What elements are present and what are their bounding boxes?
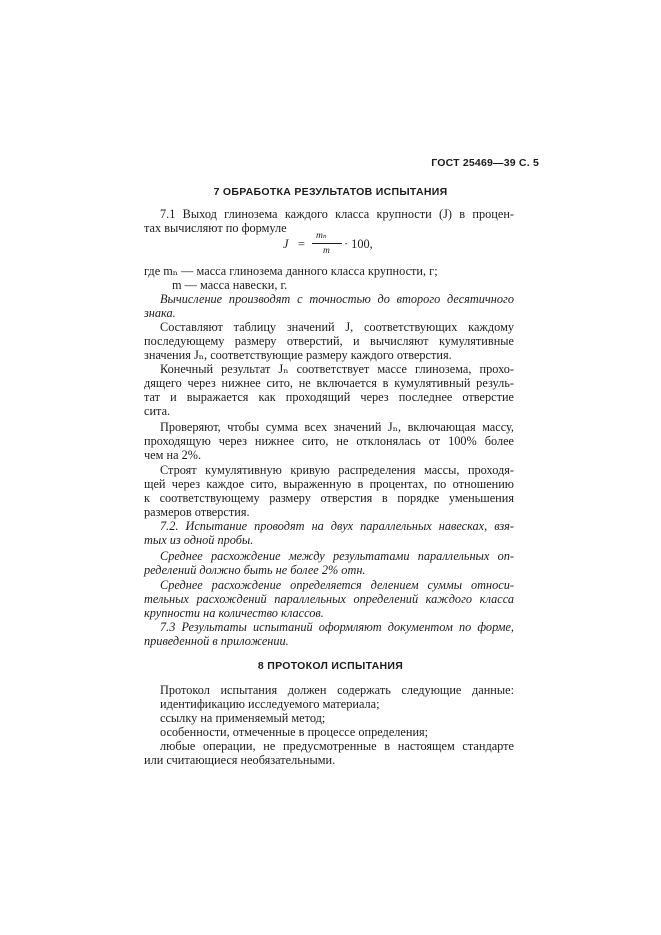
divergence-definition-line-1: Среднее расхождение определяется делением суммы относи- <box>160 578 514 592</box>
protocol-item-4-line-2: или считающиеся необязательными. <box>144 753 336 767</box>
curve-para-line-1: Строят кумулятивную кривую распределения массы, проходя- <box>160 463 514 477</box>
final-result-line-3: тат и выражается как проходящий через последнее отверстие <box>144 390 514 404</box>
formula-fraction-bar <box>312 243 342 244</box>
table-para-line-2: последующему размеру отверстий, и вычисляют кумулятивные <box>144 334 514 348</box>
protocol-item-3: особенности, отмеченные в процессе определения; <box>160 725 429 739</box>
curve-para-line-3: к соответствующему размеру отверстия в порядке уменьшения <box>144 491 514 505</box>
formula-equals: = <box>298 237 305 251</box>
calc-accuracy-line-2: знака. <box>144 306 176 320</box>
protocol-intro: Протокол испытания должен содержать следующие данные: <box>160 683 514 697</box>
protocol-item-1: идентификацию исследуемого материала; <box>160 697 380 711</box>
paragraph-7-3-line-2: приведенной в приложении. <box>144 634 289 648</box>
curve-para-line-4: размеров отверстия. <box>144 505 250 519</box>
table-para-line-1: Составляют таблицу значений J, соответствующих каждому <box>160 320 514 334</box>
check-sum-line-3: чем на 2%. <box>144 448 202 462</box>
final-result-line-1: Конечный результат Jₙ соответствует массе глинозема, прохо- <box>160 362 514 376</box>
formula-numerator: mₙ <box>316 231 327 241</box>
formula-multiplier: · 100, <box>344 237 373 251</box>
where-line-1: где mₙ — масса глинозема данного класса крупности, г; <box>144 264 438 278</box>
paragraph-7-2-line-1: 7.2. Испытание проводят на двух параллельных навесках, взя- <box>160 519 514 533</box>
formula-lhs: J <box>283 237 289 251</box>
protocol-item-2: ссылку на применяемый метод; <box>160 711 326 725</box>
page-header-code: ГОСТ 25469—39 С. 5 <box>431 157 539 169</box>
section-7-title: 7 ОБРАБОТКА РЕЗУЛЬТАТОВ ИСПЫТАНИЯ <box>213 186 448 198</box>
mean-divergence-line-2: ределений должно быть не более 2% отн. <box>144 563 366 577</box>
check-sum-line-2: проходящую через нижнее сито, не отклонялась от 100% более <box>144 434 514 448</box>
formula-denominator: m <box>323 246 330 256</box>
paragraph-7-2-line-2: тых из одной пробы. <box>144 533 254 547</box>
mean-divergence-line-1: Среднее расхождение между результатами параллельных оп- <box>160 549 514 563</box>
curve-para-line-2: щей через каждое сито, выраженную в процентах, по отношению <box>144 477 514 491</box>
where-line-2: m — масса навески, г. <box>172 278 288 292</box>
yield-formula <box>0 230 661 262</box>
paragraph-7-1-line-2: тах вычисляют по формуле <box>144 221 287 235</box>
section-8-title: 8 ПРОТОКОЛ ИСПЫТАНИЯ <box>257 660 404 672</box>
calc-accuracy-line-1: Вычисление производят с точностью до второго десятичного <box>160 292 514 306</box>
final-result-line-2: дящего через нижнее сито, не включается в кумулятивный резуль- <box>144 376 514 390</box>
check-sum-line-1: Проверяют, чтобы сумма всех значений Jₙ, включающая массу, <box>160 420 514 434</box>
divergence-definition-line-2: тельных расхождений параллельных определений каждого класса <box>144 592 514 606</box>
final-result-line-4: сита. <box>144 404 171 418</box>
paragraph-7-3-line-1: 7.3 Результаты испытаний оформляют документом по форме, <box>160 620 514 634</box>
protocol-item-4-line-1: любые операции, не предусмотренные в настоящем стандарте <box>160 739 514 753</box>
paragraph-7-1-line-1: 7.1 Выход глинозема каждого класса крупности (J) в процен- <box>160 207 514 221</box>
table-para-line-3: значения Jₙ, соответствующие размеру каждого отверстия. <box>144 348 452 362</box>
divergence-definition-line-3: крупности на количество классов. <box>144 606 324 620</box>
